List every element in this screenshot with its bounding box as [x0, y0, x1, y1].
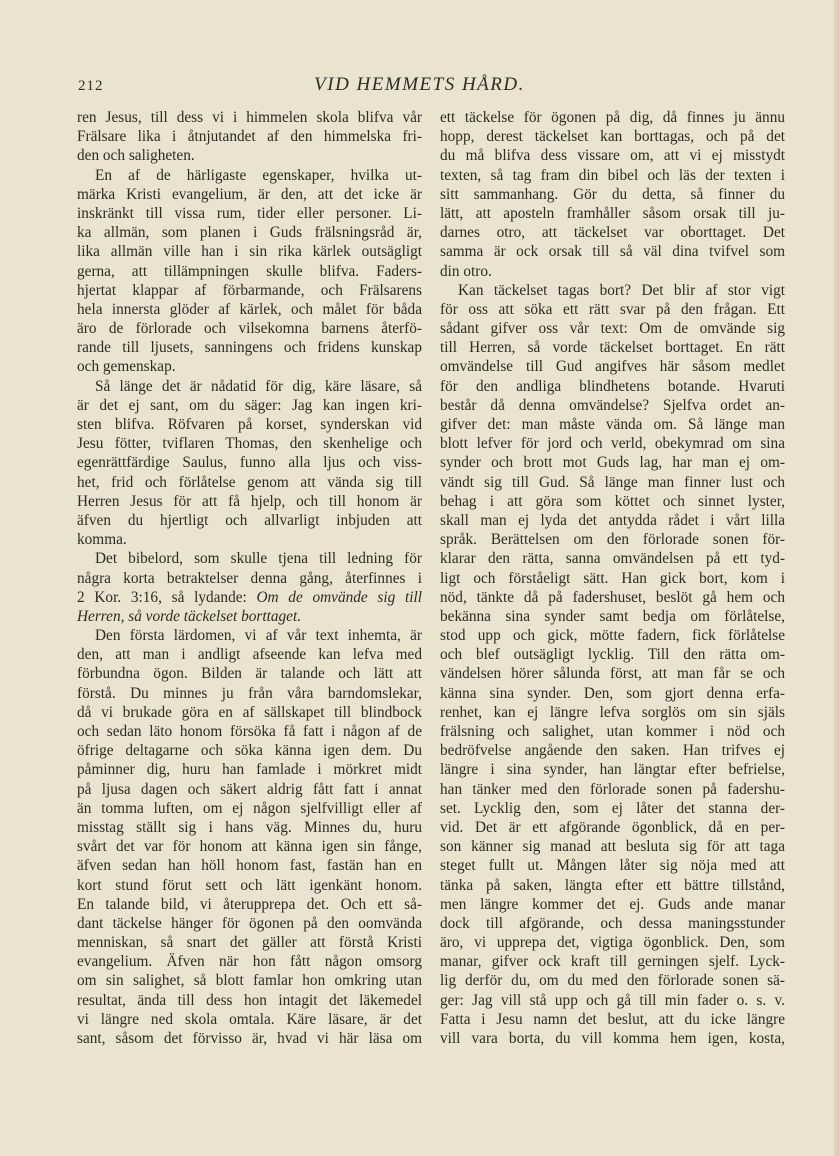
text-line [440, 204, 785, 223]
text-line [77, 166, 422, 185]
text-line-roman: dock till afgörande, och dessa maningsstunder [440, 914, 785, 932]
text-line [77, 338, 422, 357]
text-line-roman: sitt sammanhang. Gör du detta, så finner du [440, 185, 785, 203]
text-line [440, 607, 785, 626]
text-line-roman: känna sina synder. Den, som gjort denna erfa- [440, 684, 785, 702]
text-line [77, 434, 422, 453]
text-line [77, 760, 422, 779]
text-line-roman: för den andliga blindhetens botande. Hvaruti [440, 377, 785, 395]
text-line [77, 818, 422, 837]
text-line-roman: Kan täckelset tagas bort? Det blir af stor vigt [458, 281, 785, 299]
text-line-roman: men längre kommer det ej. Guds ande manar [440, 895, 785, 913]
text-line [77, 281, 422, 300]
text-line [77, 952, 422, 971]
page-header [78, 74, 761, 104]
left-column [77, 108, 422, 1048]
text-line-roman: set. Lycklig den, som ej låter det stanna der- [440, 799, 785, 817]
text-line-roman: synder och brott mot Guds lag, har man ej om- [440, 454, 785, 472]
text-line [77, 991, 422, 1010]
text-line [77, 530, 422, 549]
text-line [440, 338, 785, 357]
text-line-roman: hjertat klappar af förbarmande, och Frälsarens [77, 281, 422, 299]
text-line-roman: öfrige deltagarne och söka känna igen dem. Du [77, 742, 422, 760]
text-line-roman: frälsning och salighet, utan kommer i nöd och [440, 723, 785, 740]
text-line [77, 876, 422, 895]
text-line [440, 760, 785, 779]
text-line-roman: vändt sig till Gud. Så länge man finner lust och [440, 473, 785, 491]
text-line [77, 722, 422, 741]
text-line [440, 664, 785, 683]
text-line [440, 434, 785, 453]
text-line-roman: äro de förlorade och vilsekomna barnens återfö- [77, 320, 422, 338]
text-line-roman: sådant gifver oss vår text: Om de omvände sig [440, 320, 785, 338]
text-line [440, 281, 785, 300]
text-line [77, 204, 422, 223]
text-line-roman: för oss att söka ett rätt svar på den frågan. Ett [440, 300, 785, 318]
text-line [440, 453, 785, 472]
text-line [77, 127, 422, 146]
text-line-roman: på ljusa dagen och säkert aldrig fått fatt i annat [77, 780, 422, 798]
text-line-roman: kort stund förut sett och lätt igenkänt honom. [77, 876, 422, 894]
text-line-italic: Herren, så vorde täckelset borttaget. [77, 607, 302, 625]
text-line [440, 952, 785, 971]
text-line-roman: han tänker med den förlorade sonen på fadershu- [440, 780, 785, 798]
text-line [77, 895, 422, 914]
text-line-roman: består då denna omvändelse? Sjelfva ordet an- [440, 396, 785, 414]
text-line-roman: samma är ock orsak till så väl dina tvifvel som [440, 243, 785, 261]
text-line [77, 703, 422, 722]
text-line-roman: påminner dig, huru han famlade i mörkret midt [77, 761, 422, 779]
text-line-roman: Jesu fötter, tviflaren Thomas, den skenhelige och [77, 435, 422, 453]
text-line [440, 722, 785, 741]
text-line-roman: darnes otro, att täckelset var oborttaget. Det [440, 224, 785, 242]
text-line-roman: egenrättfärdige Saulus, funno alla ljus och viss- [77, 454, 422, 472]
text-line-roman: äro, vi upprepa det, vigtiga ögonblick. Den, som [440, 934, 785, 952]
text-line-roman: och gemenskap. [77, 358, 176, 376]
text-line-roman: Fatta i Jesu namn det beslut, att du icke längre [440, 1010, 785, 1028]
text-line-roman: bekänna sina synder samt bedja om förlåtelse, [440, 607, 785, 625]
text-line [440, 626, 785, 645]
text-line [77, 1029, 422, 1048]
text-line [440, 146, 785, 165]
text-line-roman: du må blifva dess vissare om, att vi ej misstydt [440, 147, 785, 165]
text-line [77, 146, 422, 165]
text-line-roman: äfven du hjertligt och allvarligt inbjuden att [77, 511, 422, 529]
text-line-roman: dant täckelse hänger för ögonen på den oomvända [77, 914, 422, 932]
text-line [77, 415, 422, 434]
text-line-roman: förstå. Du minnes ju från våra barndomslekar, [77, 684, 422, 702]
right-column [440, 108, 785, 1048]
text-line [77, 837, 422, 856]
text-line-roman: din otro. [440, 262, 492, 280]
text-line-italic: Om de omvände sig till [256, 588, 422, 606]
text-line-roman: vi längre ned skola omtala. Käre läsare, är det [77, 1010, 422, 1028]
text-line [77, 473, 422, 492]
text-line [440, 684, 785, 703]
text-line [440, 799, 785, 818]
text-line [440, 837, 785, 856]
text-line [440, 741, 785, 760]
text-line [440, 223, 785, 242]
text-line-roman: vid. Det är ett afgörande ögonblick, då en per- [440, 818, 785, 836]
text-line-roman: märka Kristi evangelium, är den, att det icke är [77, 185, 422, 203]
text-line [440, 511, 785, 530]
text-line-roman: lätt, att aposteln framhåller såsom orsak till ju- [440, 204, 785, 222]
text-line-roman: texten, så tag fram din bibel och läs der texten i [440, 166, 785, 184]
text-line-roman: Frälsare lika i åtnjutandet af den himmelska fri- [77, 128, 422, 146]
text-line [77, 396, 422, 415]
text-line-roman: evangelium. Äfven när hon fått någon omsorg [77, 953, 422, 971]
text-line-roman: gerna, att tillämpningen skulle blifva. Faders- [77, 262, 422, 280]
text-line [440, 876, 785, 895]
text-line-roman: svårt det var för honom att känna igen sin fånge, [77, 838, 422, 856]
text-line-roman: tänka på saken, längta efter ett bättre tillstånd, [440, 876, 785, 894]
text-line-roman: då vi brukade göra en af sällskapet till blindbock [77, 703, 422, 721]
text-line [440, 991, 785, 1010]
text-line [77, 607, 422, 626]
text-line-roman: komma. [77, 531, 127, 549]
text-line [77, 1010, 422, 1029]
text-line-roman: och blef outsägligt lycklig. Till den rätta om- [440, 646, 785, 664]
text-line-roman: äfven sedan han höll honom fast, fastän han en [77, 857, 422, 875]
text-line-roman: inskränkt till vissa rum, tider eller personer. Li- [77, 204, 422, 222]
text-line-roman: förbundna ögon. Bilden är talande och lätt att [77, 665, 422, 683]
text-line [77, 300, 422, 319]
text-line [440, 473, 785, 492]
text-line-roman: lig derför du, om du med den förlorade sonen sä- [440, 972, 785, 990]
text-line [440, 166, 785, 185]
text-line-roman: ka allmän, som planen i Guds frälsningsråd är, [77, 224, 422, 242]
text-line-roman: den och saligheten. [77, 147, 195, 165]
text-line-roman: blott lefver för jord och verld, obekymrad om sina [440, 435, 785, 453]
text-line [77, 453, 422, 472]
text-line [77, 856, 422, 875]
text-line-roman: behag i att göra som köttet och sinnet lyster, [440, 492, 785, 510]
text-line-roman: ett täckelse för ögonen på dig, då finnes ju ännu [440, 109, 785, 126]
text-line [440, 415, 785, 434]
text-line [77, 223, 422, 242]
text-line [440, 856, 785, 875]
text-line-roman: stod upp och gick, mötte fadern, fick förlåtelse [440, 627, 785, 645]
text-line-roman: 2 Kor. 3:16, så lydande: [77, 588, 257, 606]
text-line [77, 357, 422, 376]
text-line-roman: resultat, ända till dess hon intagit det läkemedel [77, 991, 422, 1009]
text-line-roman: En af de härligaste egenskaper, hvilka ut- [95, 166, 422, 184]
text-line-roman: skall man ej lyda det antydda rådet i vårt lilla [440, 511, 785, 529]
text-line-roman: renhet, kan ej längre lefva sorglös om sin själs [440, 703, 785, 721]
text-line-roman: bedröfvelse angående den saken. Han trifves ej [440, 742, 785, 760]
text-line [77, 933, 422, 952]
text-line [440, 242, 785, 261]
text-line-roman: manar, gifver ock kraft till gerningen sjelf. Lyck- [440, 953, 785, 971]
text-line [440, 588, 785, 607]
text-line [77, 588, 422, 607]
text-line [77, 108, 422, 127]
text-line [440, 1010, 785, 1029]
text-line [440, 703, 785, 722]
text-line [77, 741, 422, 760]
text-line [77, 780, 422, 799]
text-line [77, 549, 422, 568]
text-line [77, 492, 422, 511]
text-line-roman: Det bibelord, som skulle tjena till ledning för [95, 550, 422, 568]
text-line-roman: steget fullt ut. Mången låter sig nöja med att [440, 857, 785, 875]
text-line-roman: omvändelse till Gud angifves här såsom medlet [440, 358, 785, 376]
text-line-roman: vändelsen hörer sålunda först, att man får se och [440, 665, 785, 683]
text-line-roman: några korta betraktelser denna gång, återfinnes i [77, 569, 422, 587]
text-line-roman: vill vara borta, du vill komma hem igen, kosta, [440, 1030, 785, 1047]
text-line [440, 971, 785, 990]
text-line-roman: till Herren, så vorde täckelset borttaget. En rätt [440, 339, 785, 357]
text-line-roman: rande till ljusets, sanningens och fridens kunskap [77, 339, 422, 357]
text-line [440, 396, 785, 415]
text-line-roman: Så länge det är nådatid för dig, käre läsare, så [95, 377, 422, 395]
page-edge [833, 0, 839, 1156]
text-line [440, 300, 785, 319]
text-line-roman: ren Jesus, till dess vi i himmelen skola blifva vår [77, 109, 422, 126]
text-line-roman: son känner sig manad att besluta sig för att taga [440, 838, 785, 856]
text-line [77, 626, 422, 645]
text-line [77, 645, 422, 664]
text-line [440, 262, 785, 281]
text-line-roman: Herren Jesus för att få hjelp, och till honom är [77, 492, 422, 510]
text-line [77, 319, 422, 338]
text-line-roman: gifver det: man måste vända om. Så länge man [440, 416, 785, 433]
text-line [77, 799, 422, 818]
text-line-roman: än tomma luften, om ej någon sjelfvilligt eller af [77, 799, 422, 817]
text-line [77, 377, 422, 396]
text-line [77, 971, 422, 990]
text-line-roman: misstag ställt sig i hans väg. Minnes du, huru [77, 818, 422, 836]
text-line [77, 914, 422, 933]
text-line-roman: En talande bild, vi återupprepa det. Och ett så- [77, 895, 422, 913]
text-line-roman: lika allmän ville han i sin rika kärlek outsägligt [77, 243, 422, 261]
text-line [440, 377, 785, 396]
text-line [440, 185, 785, 204]
text-line-roman: sant, såsom det förvisso är, hvad vi här läsa om [77, 1030, 422, 1047]
running-title: VID HEMMETS HÅRD. [314, 74, 525, 95]
text-line-roman: menniskan, så snart det gäller att förstå Kristi [77, 934, 422, 952]
text-line-roman: om sin salighet, så blott famlar hon omkring utan [77, 972, 422, 990]
text-line-roman: nöd, tänkte då på fadershuset, beslöt gå hem och [440, 588, 785, 606]
text-line-roman: Den första lärdomen, vi af vår text inhemta, är [95, 627, 422, 645]
text-line-roman: sten blifva. Röfvaren på korset, synderskan vid [77, 416, 422, 433]
text-line [440, 895, 785, 914]
text-line-roman: är det ej sant, om du säger: Jag kan ingen kri- [77, 396, 422, 414]
text-line [440, 1029, 785, 1048]
text-line-roman: ligt och förståeligt sätt. Han gick bort, kom i [440, 569, 785, 587]
text-line [77, 684, 422, 703]
text-line [440, 914, 785, 933]
text-line [77, 511, 422, 530]
text-line [440, 127, 785, 146]
text-line [77, 242, 422, 261]
text-line-roman: och sedan läto honom försöka få fatt i någon af de [77, 723, 422, 740]
text-line-roman: klarar den rätta, sanna omvändelsen på ett tyd- [440, 550, 785, 568]
text-line-roman: längre i sina synder, han längtar efter befrielse, [440, 761, 785, 779]
text-line [440, 645, 785, 664]
text-line-roman: ger: Jag vill stå upp och gå till min fader o. s. v. [440, 991, 785, 1009]
text-line-roman: het, frid och förlåtelse genom att vända sig till [77, 473, 422, 491]
text-line [77, 569, 422, 588]
text-line-roman: hopp, derest täckelset kan borttagas, och på det [440, 128, 785, 146]
text-line [440, 933, 785, 952]
text-line [440, 108, 785, 127]
text-line [440, 780, 785, 799]
text-line-roman: hela innersta glöder af kärlek, och målet för båda [77, 300, 422, 318]
text-line [77, 185, 422, 204]
text-line [440, 818, 785, 837]
text-line [440, 549, 785, 568]
text-line [440, 319, 785, 338]
text-line [440, 530, 785, 549]
text-line [440, 569, 785, 588]
text-line [77, 262, 422, 281]
text-line [77, 664, 422, 683]
text-line [440, 357, 785, 376]
page-number: 212 [78, 78, 104, 94]
text-line-roman: språk. Berättelsen om den förlorade sonen för- [440, 531, 785, 549]
text-line-roman: den, att man i andligt afseende kan lefva med [77, 646, 422, 664]
text-line [440, 492, 785, 511]
